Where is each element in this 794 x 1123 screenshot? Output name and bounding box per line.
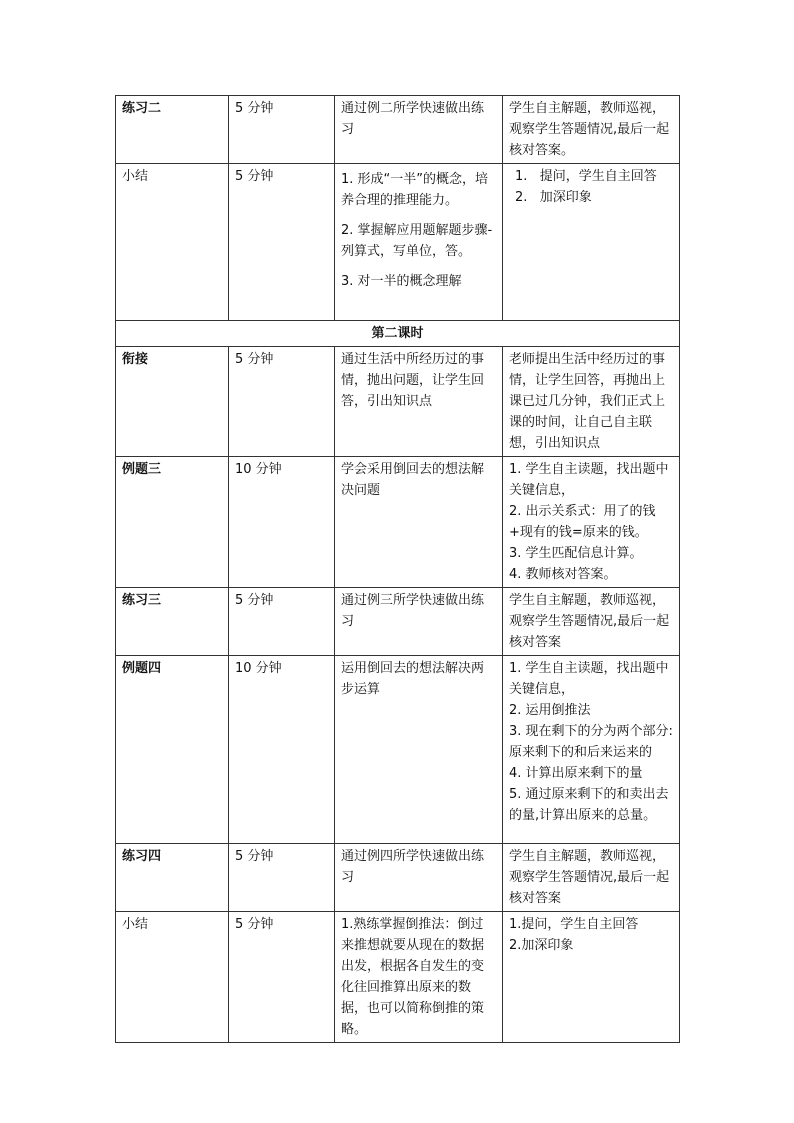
stage-cell: 小结 — [116, 164, 229, 321]
time-cell: 5 分钟 — [229, 588, 335, 656]
activity-cell — [503, 588, 680, 656]
activity-item: 2. 出示关系式：用了的钱+现有的钱=原来的钱。 — [509, 504, 656, 540]
activity-item: 4. 教师核对答案。 — [509, 567, 617, 582]
stage-cell: 练习三 — [116, 588, 229, 656]
activity-text: 学生自主解题，教师巡视，观察学生答题情况,最后一起核对答案。 — [509, 101, 670, 158]
time-cell: 10 分钟 — [229, 656, 335, 844]
stage-cell: 例题四 — [116, 656, 229, 844]
activity-text: 学生自主解题，教师巡视，观察学生答题情况,最后一起核对答案 — [509, 849, 670, 906]
activity-cell — [503, 347, 680, 457]
goal-text: 运用倒回去的想法解决两步运算 — [341, 661, 485, 697]
stage-cell: 小结 — [116, 912, 229, 1043]
activity-text: 老师提出生活中经历过的事情，让学生回答，再抛出上课已过几分钟，我们正式上课的时间，让自己自主联想，引出知识点 — [509, 352, 666, 451]
goal-text: 通过例四所学快速做出练习 — [341, 849, 485, 885]
goal-text: 通过例二所学快速做出练习 — [341, 101, 485, 137]
goal-cell — [335, 588, 503, 656]
activity-item: 2. 运用倒推法 — [509, 703, 591, 718]
goal-text: 通过例三所学快速做出练习 — [341, 593, 485, 629]
table-row — [116, 457, 680, 588]
activity-cell — [503, 457, 680, 588]
table-row — [116, 164, 680, 321]
goal-item: 3. 对一半的概念理解 — [341, 274, 462, 289]
activity-item: 4. 计算出原来剩下的量 — [509, 766, 643, 781]
time-cell: 5 分钟 — [229, 347, 335, 457]
table-row — [116, 96, 680, 164]
activity-item: 3. 学生匹配信息计算。 — [509, 546, 643, 561]
table-row — [116, 912, 680, 1043]
table-row — [116, 347, 680, 457]
activity-item: 2.加深印象 — [509, 938, 574, 953]
activity-item: 5. 通过原来剩下的和卖出去的量,计算出原来的总量。 — [509, 787, 669, 823]
activity-item: 1. 提问，学生自主回答 — [515, 169, 657, 184]
time-cell: 5 分钟 — [229, 844, 335, 912]
table-row — [116, 656, 680, 844]
goal-cell — [335, 656, 503, 844]
activity-item: 1. 学生自主读题，找出题中关键信息， — [509, 462, 669, 498]
time-cell: 10 分钟 — [229, 457, 335, 588]
activity-text: 学生自主解题，教师巡视，观察学生答题情况,最后一起核对答案 — [509, 593, 670, 650]
goal-cell — [335, 912, 503, 1043]
activity-cell — [503, 96, 680, 164]
goal-text: 通过生活中所经历过的事情，抛出问题，让学生回答，引出知识点 — [341, 352, 485, 409]
goal-cell — [335, 347, 503, 457]
goal-text: 学会采用倒回去的想法解决问题 — [341, 462, 485, 498]
goal-cell — [335, 96, 503, 164]
goal-cell — [335, 457, 503, 588]
table-row — [116, 844, 680, 912]
stage-cell: 练习二 — [116, 96, 229, 164]
activity-item: 1. 学生自主读题，找出题中关键信息， — [509, 661, 669, 697]
goal-cell — [335, 844, 503, 912]
activity-cell — [503, 844, 680, 912]
goal-text: 1.熟练掌握倒推法：倒过来推想就要从现在的数据出发，根据各自发生的变化往回推算出原来的数据，也可以简称倒推的策略。 — [341, 917, 485, 1037]
stage-cell: 衔接 — [116, 347, 229, 457]
time-cell: 5 分钟 — [229, 164, 335, 321]
goal-item: 2. 掌握解应用题解题步骤-列算式，写单位，答。 — [341, 223, 493, 259]
activity-item: 3. 现在剩下的分为两个部分: 原来剩下的和后来运来的 — [509, 724, 673, 760]
activity-cell — [503, 912, 680, 1043]
time-cell: 5 分钟 — [229, 96, 335, 164]
activity-item: 1.提问，学生自主回答 — [509, 917, 639, 932]
section-row — [116, 321, 680, 347]
time-cell: 5 分钟 — [229, 912, 335, 1043]
stage-cell: 例题三 — [116, 457, 229, 588]
stage-cell: 练习四 — [116, 844, 229, 912]
section-title: 第二课时 — [116, 321, 680, 347]
activity-cell — [503, 164, 680, 321]
activity-item: 2. 加深印象 — [515, 190, 592, 205]
goal-item: 1. 形成“一半”的概念，培养合理的推理能力。 — [341, 172, 489, 208]
activity-cell — [503, 656, 680, 844]
table-row — [116, 588, 680, 656]
goal-cell — [335, 164, 503, 321]
lesson-plan-table — [115, 95, 680, 1043]
